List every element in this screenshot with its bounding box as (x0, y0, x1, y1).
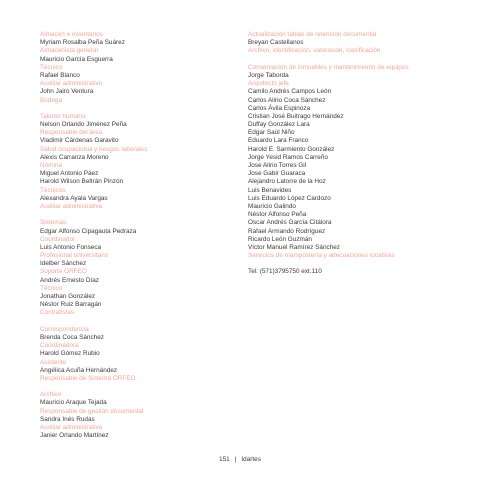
person-name: Carlos Alirio Coca Sánchez (248, 96, 326, 104)
role-label: Contratistas (40, 309, 75, 317)
page-number: 151 (219, 456, 230, 463)
person-name: Angélica Acuña Hernández (40, 366, 118, 374)
staff-group (248, 64, 468, 261)
role-label: Archivo, identificación, valoración, clasificación (248, 47, 381, 55)
role-label: Conservación de inmuebles y mantenimiento de equipos (248, 63, 409, 71)
person-name: Vladimir Cárdenas Garavito (40, 137, 119, 145)
person-name: Harold E. Sarmiento González (248, 145, 335, 153)
role-label: Responsable del área (40, 129, 103, 137)
person-name: John Jairo Ventura (40, 88, 94, 96)
staff-group (40, 31, 260, 105)
staff-group (40, 113, 260, 211)
role-label: Nómina (40, 162, 63, 169)
role-label: Auxiliar administrativa (40, 202, 103, 210)
person-name: Mauricio García Esguerra (40, 55, 113, 63)
role-label: Técnicos (40, 186, 66, 194)
role-label: Profesional universitario (40, 252, 109, 260)
publication-title: Idartes (241, 456, 261, 463)
person-name: Luis Antonio Fonseca (40, 243, 102, 251)
person-name: Miguel Antonio Páez (40, 170, 99, 178)
role-label: Servicios de mampostería y adecuaciones locativas (248, 252, 395, 260)
left-column (40, 31, 260, 449)
page-footer (0, 456, 480, 463)
person-name: Duffay González Lara (248, 121, 310, 129)
person-name: Rafael Armando Rodríguez (248, 227, 326, 235)
person-name: Edgar Saúl Niño (248, 129, 295, 137)
role-label: Actualización tablas de retención documental (248, 31, 377, 38)
person-name: Luis Benavides (248, 186, 292, 194)
person-name: Nelson Orlando Jiménez Peña (40, 121, 127, 129)
role-label: Técnico (40, 63, 63, 71)
staff-group (40, 326, 260, 383)
footer-separator: | (234, 456, 237, 463)
role-label: Sistemas (40, 219, 67, 227)
right-column (248, 31, 468, 277)
person-name: Jorge Taborda (248, 71, 289, 79)
right-groups (248, 31, 468, 260)
person-name: Andrés Ernesto Díaz (40, 276, 99, 284)
person-name: Alexandra Ayala Vargas (40, 194, 108, 202)
person-name: Rafael Blanco (40, 71, 80, 79)
person-name: Oscar Andrés García Citálora (248, 219, 332, 227)
person-name: Jorge Yesid Ramos Carreño (248, 153, 328, 161)
person-name: Harold Gómez Rubio (40, 350, 100, 358)
role-label: Talento humano (40, 112, 86, 120)
person-name: Ricardo León Guzmán (248, 235, 312, 243)
person-name: Harold Wilson Beltrán Pinzón (40, 178, 124, 186)
role-label: Almacenista general (40, 47, 98, 55)
person-name: Jose Gabir Guaraca (248, 170, 306, 178)
role-label: Salud ocupacional y riesgos laborales (40, 145, 148, 153)
person-name: Edgar Alfonso Cipagauta Pedraza (40, 227, 137, 235)
role-label: Coordinador (40, 235, 76, 243)
role-label: Almacén e inventarios (40, 31, 103, 38)
role-label: Arquitecto jefe (248, 80, 289, 88)
role-label: Responsable de Sistema ORFEO (40, 374, 136, 382)
person-name: Eduardo Lara Franco (248, 137, 309, 145)
person-name: Camilo Andrés Campos León (248, 88, 332, 96)
person-name: Néstor Ruiz Barragán (40, 301, 102, 309)
staff-group (248, 31, 468, 56)
role-label: Asistente (40, 358, 67, 366)
staff-group (40, 391, 260, 440)
person-name: Cristian José Buitrago Hernández (248, 112, 344, 120)
person-name: Mauricio Galindo (248, 202, 296, 210)
role-label: Técnico (40, 284, 63, 292)
person-name: Alejandro Latorre de la Hoz (248, 178, 326, 186)
person-name: Myriam Rosalba Peña Suárez (40, 39, 125, 47)
person-name: Jonathan González (40, 293, 96, 300)
person-name: Carlos Ávila Espinoza (248, 104, 311, 112)
person-name: Jose Alirio Torres Gil (248, 162, 307, 169)
person-name: Janier Orlando Martínez (40, 432, 109, 440)
person-name: Brenda Coca Sánchez (40, 333, 104, 341)
person-name: Alexis Carranza Moreno (40, 153, 109, 161)
person-name: Néstor Alfonso Peña (248, 211, 307, 219)
role-label: Bodega (40, 96, 63, 104)
phone-number: Tel. (571)3795750 ext.110 (248, 268, 322, 276)
role-label: Auxiliar administrativa (40, 424, 103, 431)
person-name: Breyan Castellanos (248, 39, 304, 47)
staff-group (40, 219, 260, 317)
person-name: Mauricio Araque Tejada (40, 399, 107, 407)
role-label: Responsable de gestión documental (40, 407, 144, 415)
role-label: Archivo (40, 391, 62, 399)
role-label: Auxiliar administrativo (40, 80, 103, 88)
role-label: Correspondencia (40, 325, 89, 333)
person-name: Luis Eduardo López Cardozo (248, 194, 331, 202)
role-label: Soporte ORFEO (40, 268, 87, 276)
person-name: Idelber Sánchez (40, 260, 87, 268)
person-name: Víctor Manuel Ramírez Sánchez (248, 243, 340, 251)
person-name: Sandra Inés Rudas (40, 415, 95, 423)
role-label: Coordinadora (40, 342, 79, 350)
